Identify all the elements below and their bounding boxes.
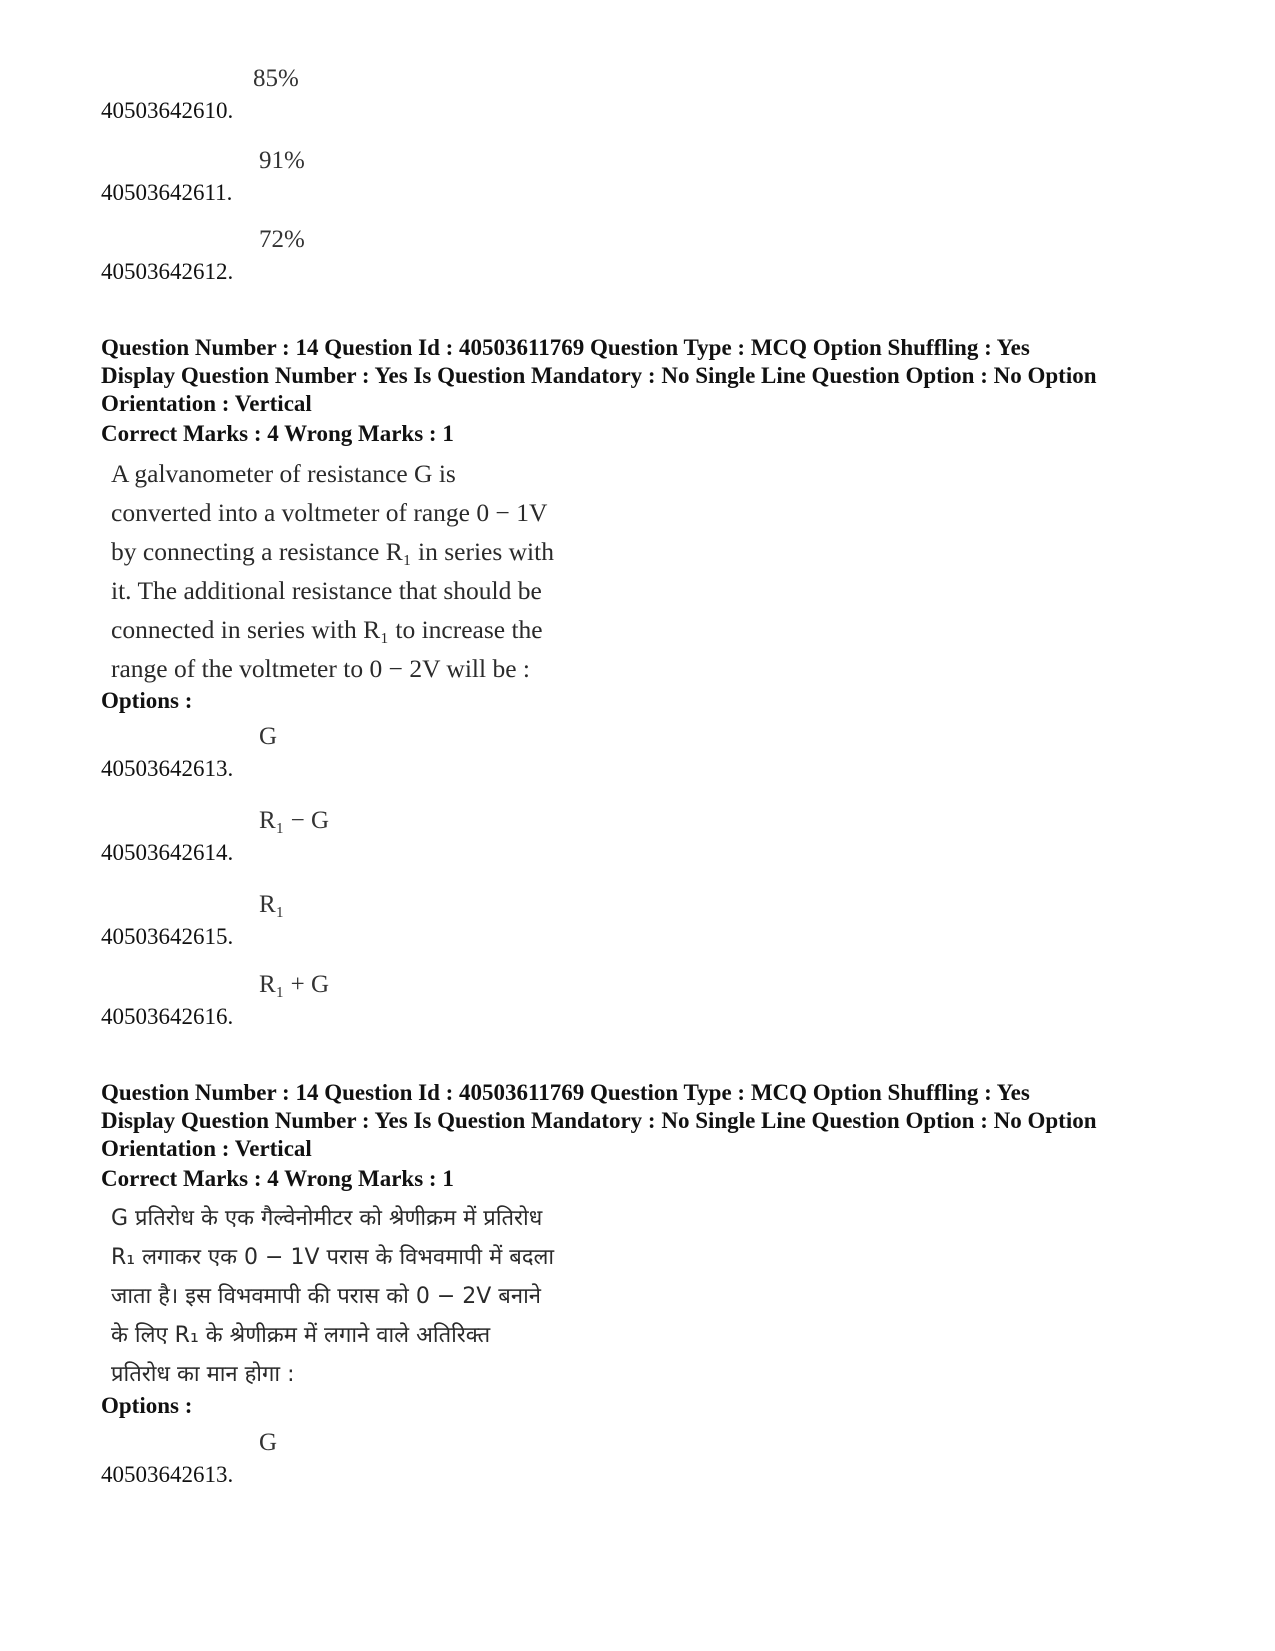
option-value: 72% [259, 226, 305, 253]
question-metadata [101, 1079, 1221, 1163]
option-row [101, 225, 801, 285]
option-row [101, 146, 801, 206]
question-line: converted into a voltmeter of range 0 − 1V [111, 498, 548, 527]
question-line: it. The additional resistance that should be [111, 576, 542, 605]
question-line: R₁ लगाकर एक 0 − 1V परास के विभवमापी में बदला [111, 1245, 555, 1270]
metadata-line: Orientation : Vertical [101, 1136, 312, 1161]
option-id: 40503642610. [101, 98, 234, 123]
marks-line: Correct Marks : 4 Wrong Marks : 1 [101, 1166, 454, 1191]
option-value: R₁ − G [259, 807, 330, 834]
option-value: 91% [259, 147, 305, 174]
option-value: G [259, 723, 278, 750]
question-line: by connecting a resistance R₁ in series with [111, 537, 554, 566]
option-id: 40503642616. [101, 1004, 234, 1029]
question-line: प्रतिरोध का मान होगा : [111, 1362, 295, 1387]
option-row [101, 722, 801, 782]
option-id: 40503642613. [101, 756, 234, 781]
option-row [101, 64, 801, 124]
question-line: range of the voltmeter to 0 − 2V will be : [111, 654, 530, 683]
options-label: Options : [101, 688, 193, 713]
metadata-line: Orientation : Vertical [101, 391, 312, 416]
option-id: 40503642614. [101, 840, 234, 865]
marks-line: Correct Marks : 4 Wrong Marks : 1 [101, 421, 454, 446]
option-row [101, 806, 801, 866]
option-id: 40503642613. [101, 1462, 234, 1487]
metadata-line: Display Question Number : Yes Is Question Mandatory : No Single Line Question Option : No Option [101, 1108, 1097, 1133]
question-line: A galvanometer of resistance G is [111, 459, 456, 488]
option-id: 40503642611. [101, 180, 233, 205]
metadata-line: Display Question Number : Yes Is Question Mandatory : No Single Line Question Option : No Option [101, 363, 1097, 388]
option-row [101, 1428, 801, 1488]
question-text [111, 454, 603, 688]
metadata-line: Question Number : 14 Question Id : 40503611769 Question Type : MCQ Option Shuffling : Yes [101, 1080, 1030, 1105]
question-metadata [101, 334, 1221, 418]
option-value: R₁ [259, 891, 285, 918]
option-value: R₁ + G [259, 971, 330, 998]
option-row [101, 890, 801, 950]
question-text [111, 1199, 603, 1394]
question-line: जाता है। इस विभवमापी की परास को 0 − 2V बनाने [111, 1284, 541, 1309]
option-id: 40503642612. [101, 259, 234, 284]
options-label: Options : [101, 1393, 193, 1418]
option-value: G [259, 1429, 278, 1456]
metadata-line: Question Number : 14 Question Id : 40503611769 Question Type : MCQ Option Shuffling : Yes [101, 335, 1030, 360]
question-line: connected in series with R₁ to increase the [111, 615, 543, 644]
option-row [101, 970, 801, 1030]
question-line: G प्रतिरोध के एक गैल्वेनोमीटर को श्रेणीक्रम में प्रतिरोध [111, 1206, 543, 1231]
question-line: के लिए R₁ के श्रेणीक्रम में लगाने वाले अतिरिक्त [111, 1323, 491, 1348]
option-id: 40503642615. [101, 924, 234, 949]
option-value: 85% [253, 65, 299, 92]
